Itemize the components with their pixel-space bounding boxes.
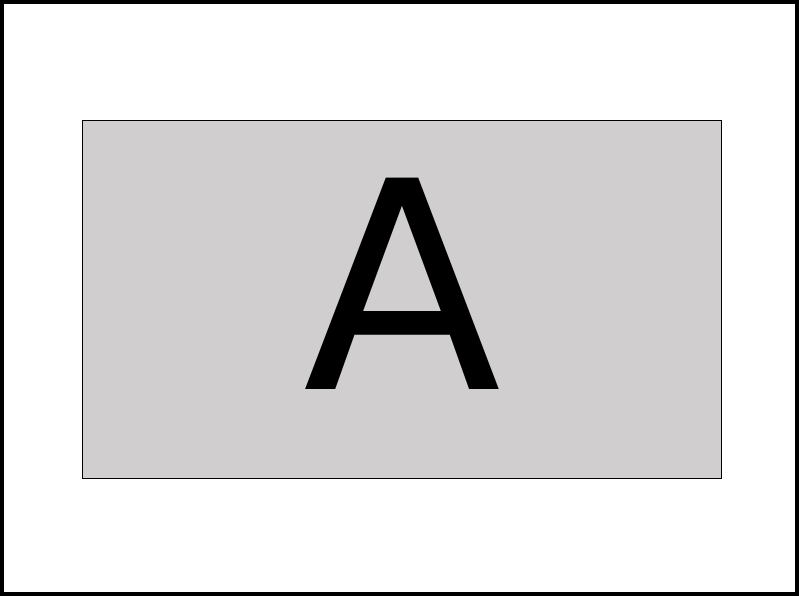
panel-letter: A xyxy=(302,121,502,458)
gray-panel xyxy=(82,120,722,479)
